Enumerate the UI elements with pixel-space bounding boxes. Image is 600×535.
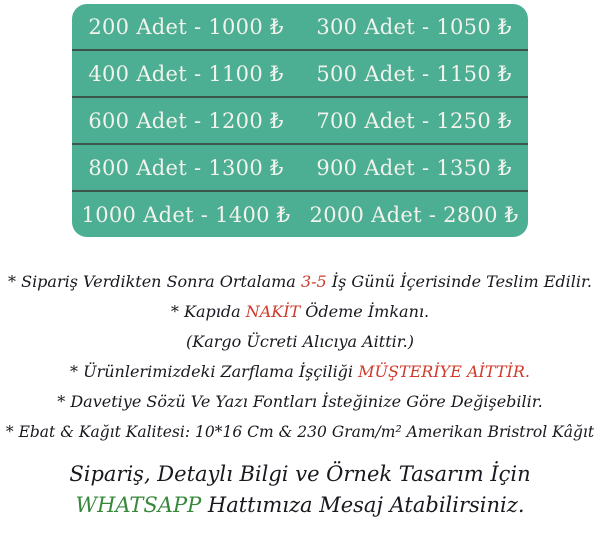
notes-section xyxy=(0,267,600,447)
price-table-row xyxy=(72,143,528,190)
price-cell: 600 Adet - 1200 ₺ xyxy=(88,108,284,133)
note-text: * Ürünlerimizdeki Zarflama İşçiliği xyxy=(70,362,359,381)
note-text: * Kapıda xyxy=(170,302,246,321)
note-text: * Ebat & Kağıt Kalitesi: 10*16 Cm & 230 Gram/m² Amerikan Bristrol Kâğıt xyxy=(5,423,595,441)
price-table-row xyxy=(72,49,528,96)
note-envelope-labor xyxy=(0,357,600,387)
note-text: (Kargo Ücreti Alıcıya Aittir.) xyxy=(186,332,414,351)
footer-line-1: Sipariş, Detaylı Bilgi ve Örnek Tasarım İçin xyxy=(69,462,531,486)
price-table-row xyxy=(72,4,528,49)
note-cash-payment xyxy=(0,297,600,327)
note-highlight: NAKİT xyxy=(245,302,301,321)
price-cell: 700 Adet - 1250 ₺ xyxy=(316,108,512,133)
price-cell: 200 Adet - 1000 ₺ xyxy=(88,14,284,39)
note-text: * Sipariş Verdikten Sonra Ortalama xyxy=(8,272,301,291)
price-table-row xyxy=(72,96,528,143)
note-text: İş Günü İçerisinde Teslim Edilir. xyxy=(326,272,592,291)
price-cell: 300 Adet - 1050 ₺ xyxy=(316,14,512,39)
price-cell: 1000 Adet - 1400 ₺ xyxy=(81,202,291,227)
note-highlight: 3-5 xyxy=(300,272,327,291)
note-highlight: MÜŞTERİYE AİTTİR. xyxy=(358,362,530,381)
price-cell: 400 Adet - 1100 ₺ xyxy=(88,61,284,86)
footer-text: Hattımıza Mesaj Atabilirsiniz. xyxy=(201,493,525,517)
footer-contact xyxy=(0,459,600,521)
note-text: Ödeme İmkanı. xyxy=(300,302,430,321)
price-cell: 500 Adet - 1150 ₺ xyxy=(316,61,512,86)
price-cell: 900 Adet - 1350 ₺ xyxy=(316,155,512,180)
note-delivery-time xyxy=(0,267,600,297)
note-fonts-changeable xyxy=(0,387,600,417)
price-cell: 800 Adet - 1300 ₺ xyxy=(88,155,284,180)
note-shipping-fee xyxy=(0,327,600,357)
price-cell: 2000 Adet - 2800 ₺ xyxy=(309,202,519,227)
note-text: * Davetiye Sözü Ve Yazı Fontları İsteğinize Göre Değişebilir. xyxy=(57,392,543,411)
whatsapp-label: WHATSAPP xyxy=(75,493,202,517)
price-table-row xyxy=(72,190,528,237)
price-table xyxy=(72,4,528,237)
note-size-paper-quality xyxy=(0,417,600,447)
footer-line-2 xyxy=(0,490,600,521)
